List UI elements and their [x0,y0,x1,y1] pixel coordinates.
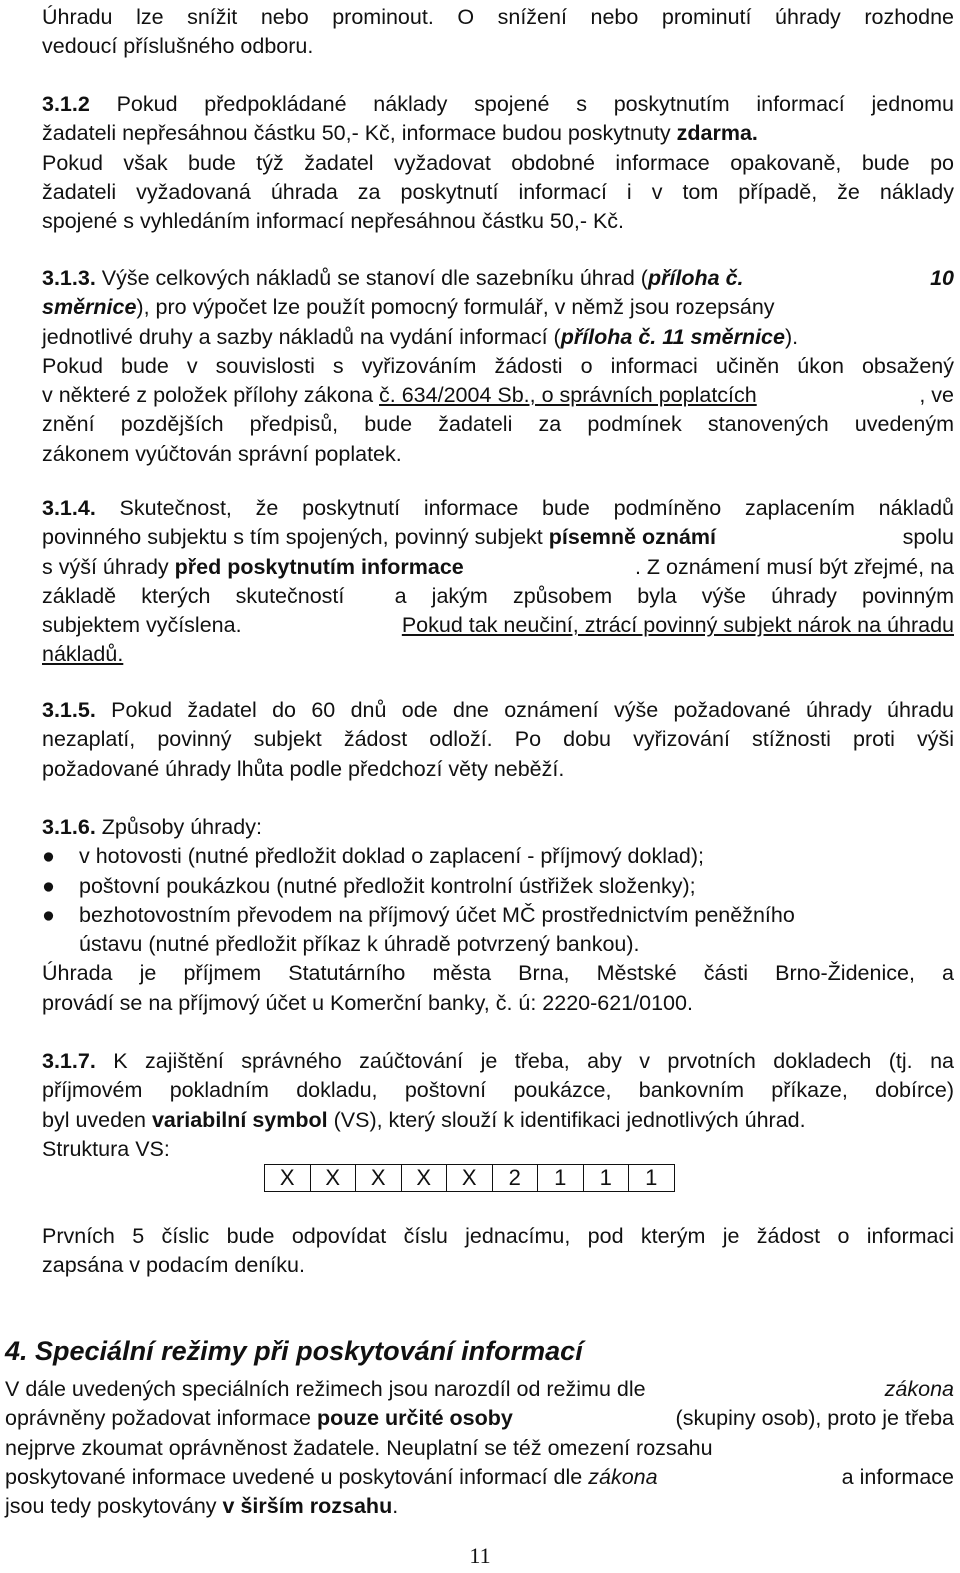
vs-cell: 1 [583,1165,629,1192]
text-line [42,323,954,352]
line-part [5,1463,658,1492]
bold-italic-text: směrnice [42,295,137,320]
list-item [42,842,954,871]
text-line [42,352,954,381]
text-span: (skupiny osob), proto je třeba [675,1406,954,1431]
paragraph-top [42,3,954,62]
underlined-text: Pokud tak neučiní, ztrácí povinný subjekt nárok na úhradu [401,613,954,638]
text-line [5,1404,954,1433]
text-span: byl uveden [42,1107,152,1132]
vs-cell: X [401,1165,447,1192]
text-line [5,1375,954,1404]
text-line [42,696,954,725]
italic-text: zákona [884,1377,954,1401]
text-line [5,1434,954,1463]
vs-cell: X [310,1165,356,1192]
text-span: Úhradu lze snížit nebo prominout. O snížení nebo prominutí úhrady rozhodne [42,5,954,29]
text-line: Struktura VS: [42,1136,170,1161]
line-part [42,523,716,552]
text-span: ), pro výpočet lze použít pomocný formulář, v němž jsou rozepsány [136,295,775,320]
section-number: 3.1.4. [42,496,96,520]
page-number: 11 [469,1543,491,1568]
section-number: 3.1.6. [42,815,96,839]
list-item [42,901,954,930]
text-span: s výší úhrady [42,554,175,579]
text-line: požadované úhrady lhůta podle předchozí věty neběží. [42,756,565,781]
law-reference: č. 634/2004 Sb., o správních poplatcích [379,383,757,408]
text-span: , ve [919,383,954,408]
text-line [42,119,954,148]
vs-cell: 1 [629,1165,675,1192]
text-span: V dále uvedených speciálních režimech jsou narozdíl od režimu dle [5,1377,646,1401]
text-span: ústavu (nutné předložit příkaz k úhradě potvrzený bankou). [79,932,640,957]
text-span: Výše celkových nákladů se stanoví dle sazebníku úhrad ( [95,266,648,290]
text-span: žadateli vyžadovaná úhrada za poskytnutí informací i v tom případě, že náklady [42,179,954,204]
bold-text: variabilní symbol [151,1107,328,1132]
text-line [42,640,954,669]
text-line [42,264,954,293]
text-line [42,553,954,582]
text-span: bezhotovostním převodem na příjmový účet MČ prostřednictvím peněžního [79,902,795,927]
section-3-1-4 [42,494,954,670]
text-span: základě kterých skutečností a jakým způsobem byla výše úhrady povinným [42,583,954,608]
text-span: Úhrada je příjmem Statutárního města Brna, Městské části Brno-Židenice, a [42,961,954,986]
text-span: Způsoby úhrady: [95,815,262,839]
bold-text: před poskytnutím informace [174,554,464,579]
text-span: příjmovém pokladním dokladu, poštovní poukázce, bankovním příkaze, dobírce) [42,1078,954,1103]
text-span: ). [784,324,799,349]
underlined-text: nákladů. [42,642,124,667]
text-line [42,410,954,439]
vs-cell: X [356,1165,402,1192]
text-line [42,494,954,523]
line-part [42,264,744,293]
bold-text: zdarma. [676,121,758,146]
text-line: spojené s vyhledáním informací nepřesáhnou částku 50,- Kč. [42,209,625,234]
line-part [42,553,464,582]
text-line [5,1492,954,1521]
text-span: v některé z položek přílohy zákona [42,383,380,408]
section-number: 3.1.3. [42,266,96,290]
section-3-1-3 [42,264,954,469]
text-span: subjektem vyčíslena. [42,613,242,638]
text-span: Pokud bude v souvislosti s vyřizováním žádosti o informaci učiněn úkon obsažený [42,353,954,378]
text-span: Pokud však bude týž žadatel vyžadovat obdobné informace opakovaně, bude po [42,150,954,175]
table-row [265,1165,675,1192]
bold-text: písemně oznámí [548,525,717,550]
text-line [42,1106,954,1135]
vs-cell: X [447,1165,493,1192]
text-line [42,582,954,611]
text-span: oprávněny požadovat informace [5,1406,317,1431]
text-span: . Z oznámení musí být zřejmé, na [634,554,954,579]
bold-italic-text: příloha č. [560,324,657,349]
text-line: vedoucí příslušného odboru. [42,34,314,59]
line-part [42,381,757,410]
text-line [42,959,954,988]
text-span: jsou tedy poskytovány [5,1494,223,1519]
text-line [42,3,954,32]
text-span: K zajištění správného zaúčtování je třeba, aby v prvotních dokladech (tj. na [95,1049,954,1073]
line-part [42,1047,954,1076]
line-part [42,494,954,523]
paragraph-vs-explanation [42,1222,954,1281]
text-line [42,813,954,842]
text-span: Skutečnost, že poskytnutí informace bude podmíněno zaplacením nákladů [95,496,954,520]
italic-text: zákona [588,1464,658,1489]
section-number: 3.1.7. [42,1049,96,1073]
list-item-continuation [42,930,954,959]
text-line [42,90,954,119]
text-span: (VS), který slouží k identifikaci jednotlivých úhrad. [327,1107,806,1132]
text-span: Pokud žadatel do 60 dnů ode dne oznámení výše požadované úhrady úhradu [95,698,954,722]
text-line [42,611,954,640]
text-span: . [392,1494,399,1519]
section-number: 3.1.5. [42,698,96,722]
text-line [42,523,954,552]
text-line [42,1047,954,1076]
text-span: žadateli nepřesáhnou částku 50,- Kč, informace budou poskytnuty [42,121,677,146]
text-line [42,1076,954,1105]
vs-structure-table [264,1164,675,1192]
line-part [5,1404,513,1433]
vs-cell: 2 [492,1165,538,1192]
text-line [42,149,954,178]
text-span: znění pozdějších předpisů, bude žadateli za podmínek stanovených uvedeným [42,412,954,437]
section-4-body [5,1375,954,1521]
vs-cell: X [265,1165,311,1192]
bullet-icon: ● [42,902,55,927]
text-span: spolu [902,525,954,550]
text-line: zákonem vyúčtován správní poplatek. [42,441,402,466]
bold-italic-text: 10 [930,266,954,290]
section-3-1-7 [42,1047,954,1164]
text-span: a informace [841,1464,954,1489]
text-span: poskytované informace uvedené u poskytování informací dle [5,1464,589,1489]
text-line [42,725,954,754]
section-3-1-5 [42,696,954,784]
text-span: Prvních 5 číslic bude odpovídat číslu jednacímu, pod kterým je žádost o informaci [42,1224,954,1248]
text-line [5,1463,954,1492]
text-line [42,1222,954,1251]
text-span: povinného subjektu s tím spojených, povinný subjekt [42,525,549,550]
text-line [42,381,954,410]
bold-text: pouze určité osoby [316,1406,513,1431]
text-span: v hotovosti (nutné předložit doklad o zaplacení - příjmový doklad); [79,844,705,869]
text-span: nejprve zkoumat oprávněnost žadatele. Neuplatní se též omezení rozsahu [5,1435,713,1460]
text-span: Pokud předpokládané náklady spojené s poskytnutím informací jednomu [89,92,954,116]
text-span: poštovní poukázkou (nutné předložit kontrolní ústřižek složenky); [79,873,696,898]
section-3-1-2 [42,90,954,236]
text-span: jednotlivé druhy a sazby nákladů na vydání informací ( [42,324,561,349]
bullet-icon: ● [42,844,55,869]
section-heading: 4. Speciální režimy při poskytování informací [5,1336,583,1366]
bold-text: v širším rozsahu [222,1494,393,1519]
line-part [42,696,954,725]
text-line [42,178,954,207]
section-number: 3.1.2 [42,92,90,116]
text-line [42,293,954,322]
bold-italic-text: příloha č. [647,266,744,290]
line-part [42,293,775,322]
text-line: provádí se na příjmový účet u Komerční banky, č. ú: 2220-621/0100. [42,990,693,1015]
bullet-icon: ● [42,873,55,898]
line-part [42,90,954,119]
section-3-1-6 [42,813,954,1018]
vs-cell: 1 [538,1165,584,1192]
text-span: nezaplatí, povinný subjekt žádost odloží. Po dobu vyřizování stížnosti proti výši [42,727,954,752]
bold-italic-text: 11 směrnice [656,324,785,349]
list-item [42,872,954,901]
text-line: zapsána v podacím deníku. [42,1253,305,1278]
